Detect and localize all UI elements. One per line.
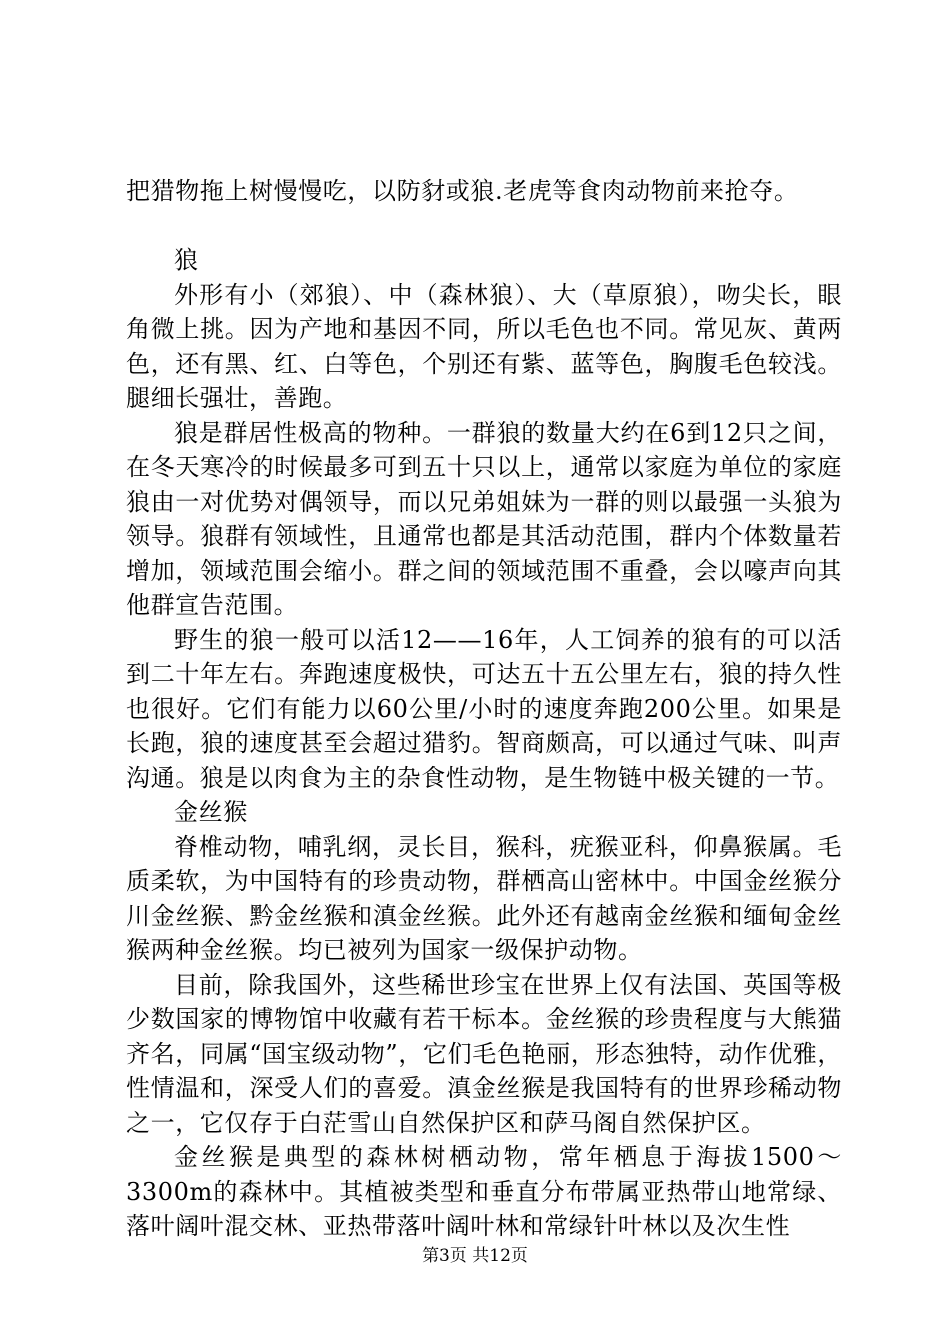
blank-line: [126, 209, 842, 244]
section-heading-golden-monkey: 金丝猴: [174, 798, 248, 826]
paragraph-monkey-rarity: 目前，除我国外，这些稀世珍宝在世界上仅有法国、英国等极少数国家的博物馆中收藏有若干标本。金丝猴的珍贵程度与大熊猫齐名，同属“国宝级动物”，它们毛色艳丽，形态独特，动作优雅，性情温和，深受人们的喜爱。滇金丝猴是我国特有的世界珍稀动物之一，它仅存于白茫雪山自然保护区和萨马阁自然保护区。: [126, 970, 842, 1137]
paragraph-wolf-lifespan: 野生的狼一般可以活12——16年，人工饲养的狼有的可以活到二十年左右。奔跑速度极快，可达五十五公里左右，狼的持久性也很好。它们有能力以60公里/小时的速度奔跑200公里。如果是长跑，狼的速度甚至会超过猎豹。智商颇高，可以通过气味、叫声沟通。狼是以肉食为主的杂食性动物，是生物链中极关键的一节。: [126, 625, 842, 792]
document-body: [126, 174, 842, 1244]
page-footer: 第3页 共12页: [422, 1246, 528, 1266]
paragraph-wolf-pack: 狼是群居性极高的物种。一群狼的数量大约在6到12只之间，在冬天寒冷的时候最多可到五十只以上，通常以家庭为单位的家庭狼由一对优势对偶领导，而以兄弟姐妹为一群的则以最强一头狼为领导。狼群有领域性，且通常也都是其活动范围，群内个体数量若增加，领域范围会缩小。群之间的领域范围不重叠，会以嚎声向其他群宣告范围。: [126, 418, 842, 619]
paragraph-wolf-appearance: 外形有小（郊狼）、中（森林狼）、大（草原狼），吻尖长，眼角微上挑。因为产地和基因不同，所以毛色也不同。常见灰、黄两色，还有黑、红、白等色，个别还有紫、蓝等色，胸腹毛色较浅。腿细长强壮，善跑。: [126, 280, 842, 412]
section-heading-wolf: 狼: [174, 246, 199, 274]
paragraph-monkey-habitat: 金丝猴是典型的森林树栖动物，常年栖息于海拔1500～3300m的森林中。其植被类型和垂直分布带属亚热带山地常绿、落叶阔叶混交林、亚热带落叶阔叶林和常绿针叶林以及次生性: [126, 1143, 842, 1240]
paragraph-continued: 把猎物拖上树慢慢吃，以防豺或狼.老虎等食肉动物前来抢夺。: [126, 177, 799, 205]
paragraph-monkey-classification: 脊椎动物，哺乳纲，灵长目，猴科，疣猴亚科，仰鼻猴属。毛质柔软，为中国特有的珍贵动物，群栖高山密林中。中国金丝猴分川金丝猴、黔金丝猴和滇金丝猴。此外还有越南金丝猴和缅甸金丝猴两种金丝猴。均已被列为国家一级保护动物。: [126, 832, 842, 964]
